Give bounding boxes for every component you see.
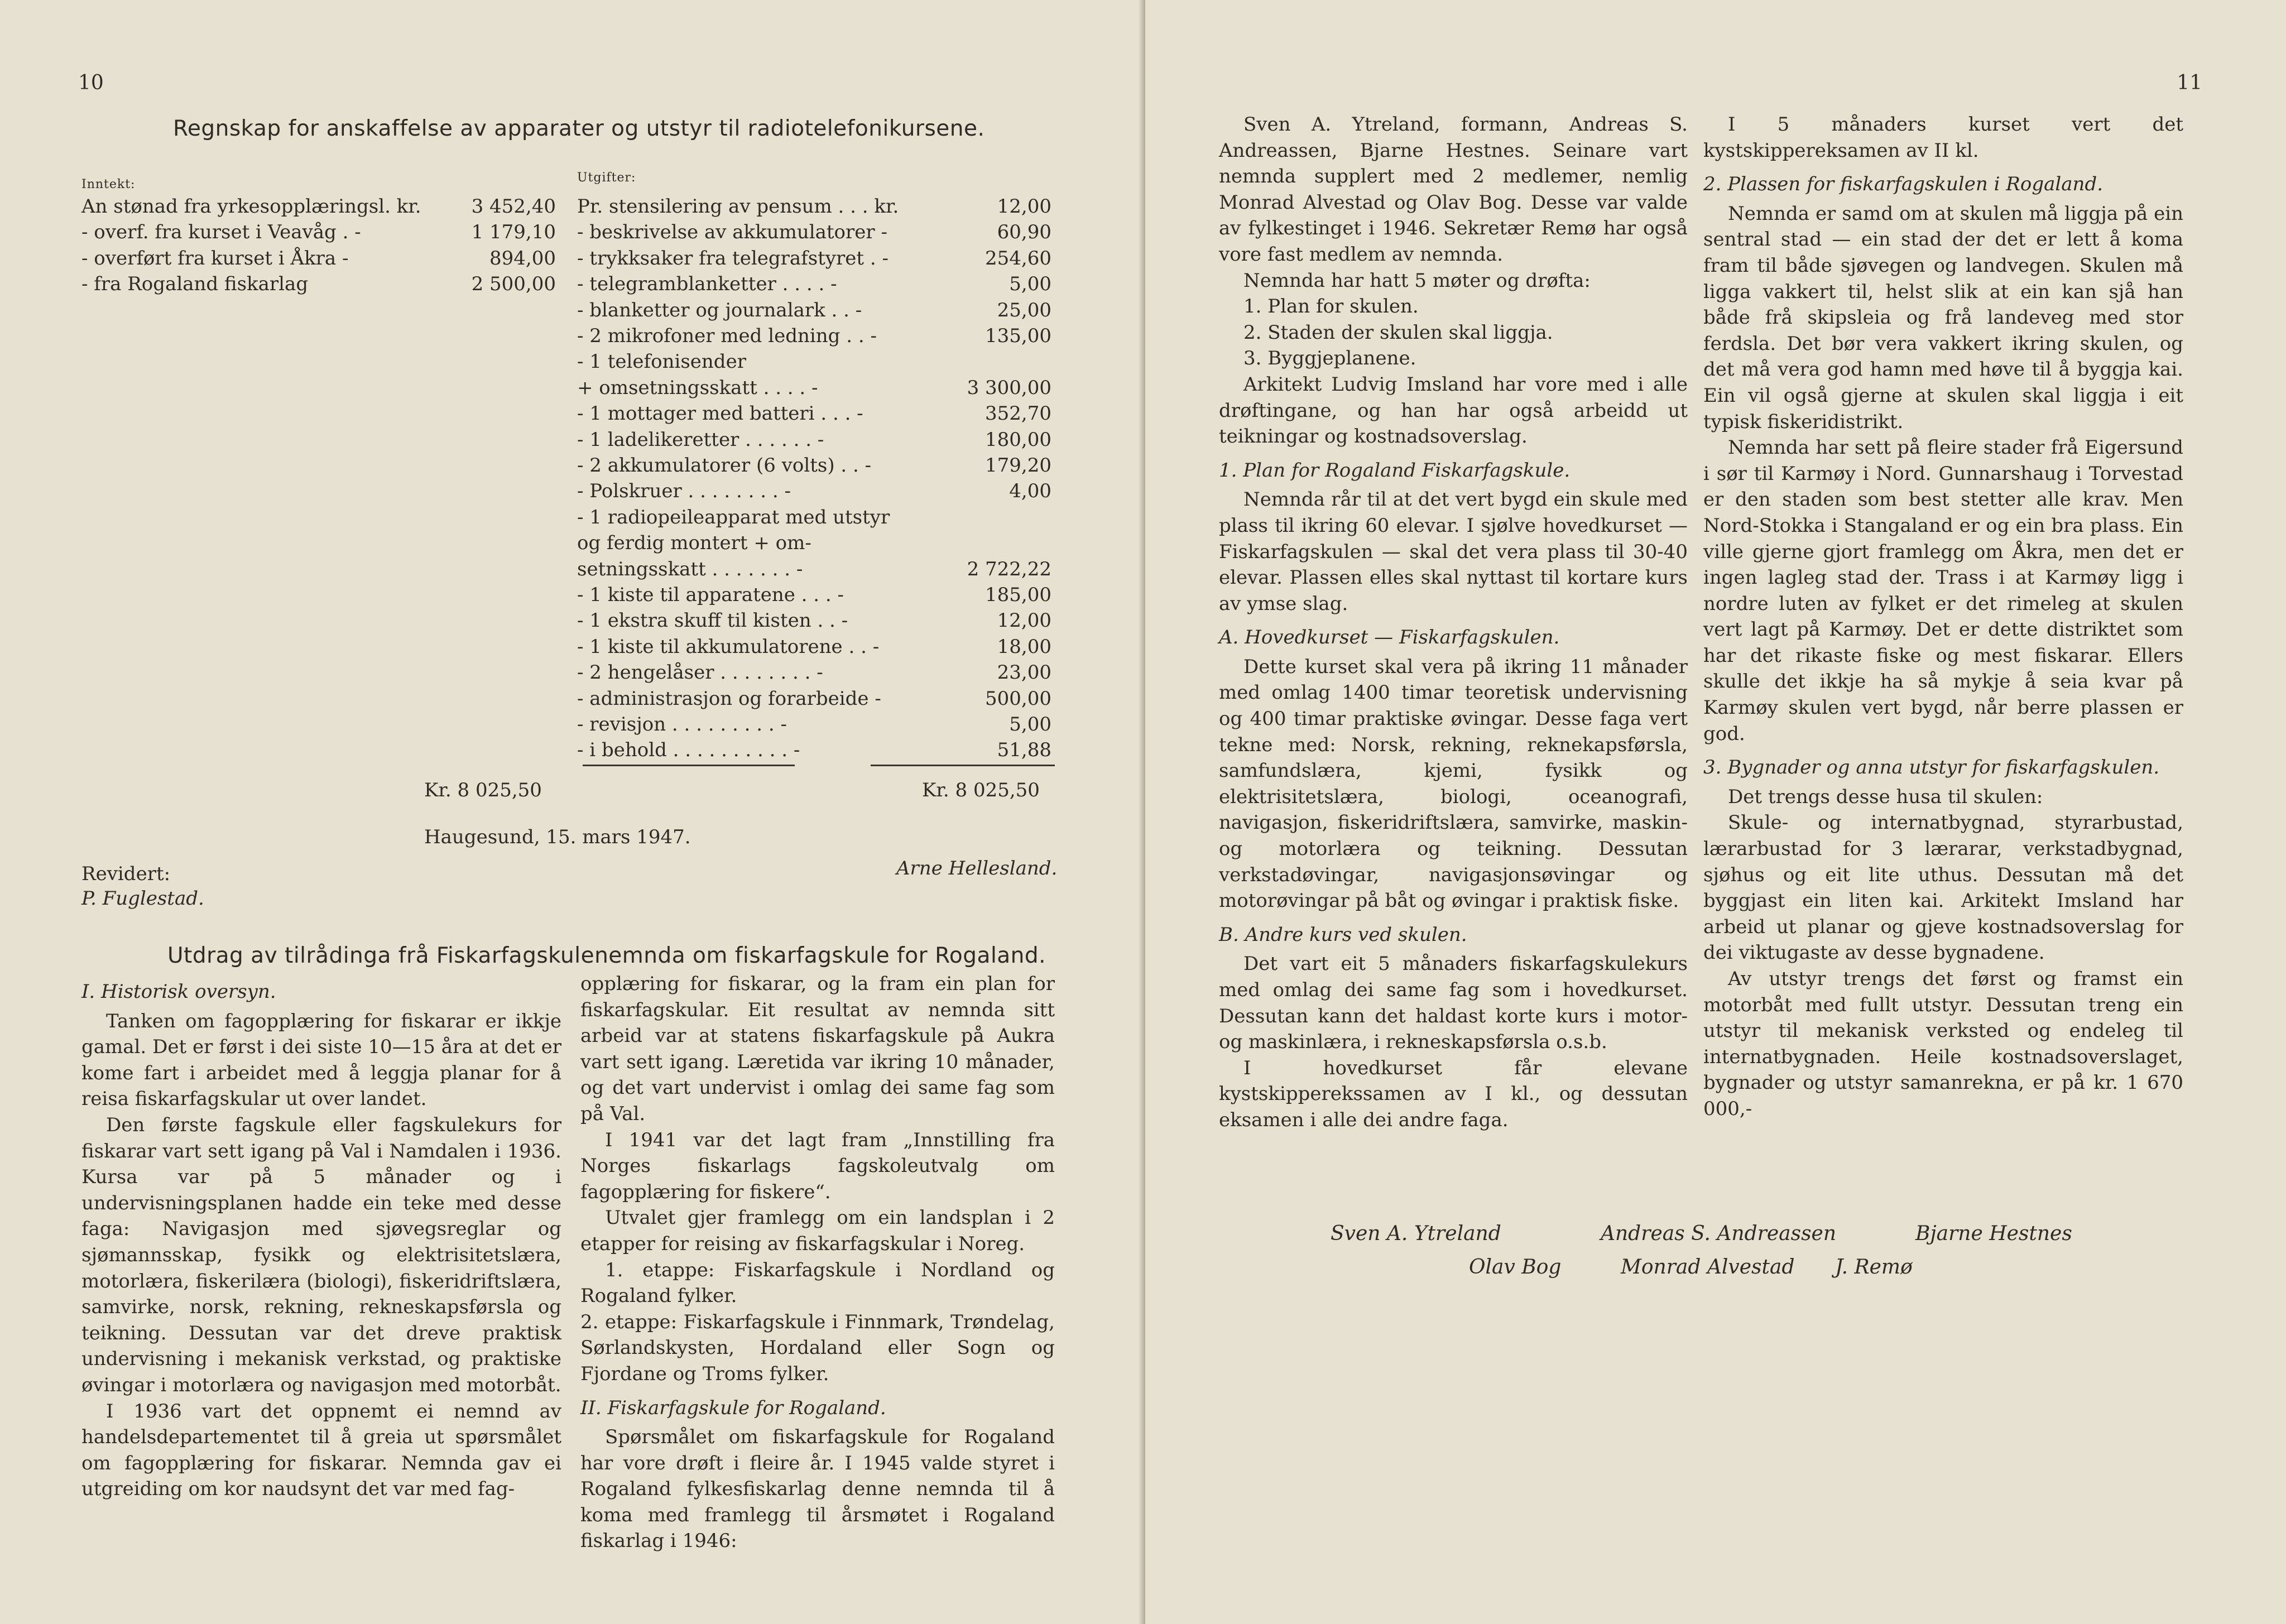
paragraph: Spørsmålet om fiskarfagskule for Rogaland har vore drøft i fleire år. I 1945 valde styret i Rogaland fylkesfiskarlag denne nemnda til å koma med framlegg til årsmøtet i Rogaland fiskarlag i 1946: [580,1426,1055,1553]
section-heading: 1. Plan for Rogaland Fiskarfagskule. [1219,459,1571,482]
expense-row-amount: 12,00 [997,609,1051,632]
income-row-label: - overf. fra kurset i Veavåg . - [81,221,361,244]
expense-row-label: - 1 kiste til apparatene . . . - [577,584,844,606]
paragraph: Det trengs desse husa til skulen: [1728,785,2043,808]
expense-row-amount: 180,00 [985,428,1051,451]
expense-row-label: - telegramblanketter . . . . - [577,273,837,296]
signature-5: Monrad Alvestad [1621,1256,1795,1279]
section-heading: 3. Bygnader og anna utstyr for fiskarfagskulen. [1703,756,2160,779]
expense-row [577,273,1051,299]
section-heading: A. Hovedkurset — Fiskarfagskulen. [1219,626,1560,649]
expense-row-amount: 2 722,22 [967,558,1051,580]
paragraph: Dette kurset skal vera på ikring 11 månader med omlag 1400 timar teoretisk undervisning og 400 timar praktiske øvingar. Desse faga vert tekne med: Norsk, rekning, reknekapsførsla, samfundslæra, kjemi, fysikk og elektrisitetslæra, biologi, oceanografi, navigasjon, fiskeridriftslæra, samvirke, maskin- og motorlæra og teikning. Dessutan verkstadøvingar, navigasjonsøvingar og motorøvingar på båt og øvingar i praktisk fiske. [1219,655,1688,912]
paragraph: Tanken om fagopplæring for fiskarar er ikkje gamal. Det er først i dei siste 10—15 åra at det er kome fart i arbeidet med å leggja planar for å reisa fiskarfagskular ut over landet. [81,1010,561,1111]
expense-row [577,454,1051,480]
section-title: Utdrag av tilrådinga frå Fiskarfagskulenemnda om fiskarfagskule for Rogaland. [167,943,1046,968]
right-page [1145,0,2286,1624]
total-rule-left [583,765,795,766]
section-heading: I. Historisk oversyn. [81,981,276,1003]
expense-row-label: - revisjon . . . . . . . . . - [577,713,787,736]
expense-row [577,713,1051,739]
paragraph: I 1941 var det lagt fram „Innstilling fra Norges fiskarlags fagskoleutvalg om fagopplæring for fiskere“. [580,1128,1055,1203]
expense-row-label: - trykksaker fra telegrafstyret . - [577,247,889,270]
paragraph: Utvalet gjer framlegg om ein landsplan i 2 etapper for reising av fiskarfagskular i Noreg. [580,1207,1055,1255]
expense-row [577,325,1051,350]
expense-row-amount: 254,60 [985,247,1051,270]
text-column-1 [81,971,561,1502]
expense-row-label: - administrasjon og forarbeide - [577,687,881,710]
expense-row [577,195,1051,221]
paragraph: Arkitekt Ludvig Imsland har vore med i alle drøftingane, og han har også arbeidd ut teikningar og kostnadsoverslag. [1219,373,1688,448]
income-heading: Inntekt: [81,177,136,191]
paragraph: Nemnda er samd om at skulen må liggja på ein sentral stad — ein stad der det er lett å koma fram til både sjøvegen og landvegen. Skulen må ligga vakkert til, helst slik at ein kan sjå han både frå skipsleia og frå landeveg med stor ferdsla. Det bør vera vakkert ikring skulen, og det må vera god hamn med høve til å byggja kai. Ein vil også gjerne at skulen skal liggja i eit typisk fiskeridistrikt. [1703,202,2183,433]
place-date: Haugesund, 15. mars 1947. [424,826,691,848]
expense-row-label: setningsskatt . . . . . . . - [577,558,803,580]
expense-row [577,739,1051,765]
expense-row-amount: 4,00 [1009,480,1051,503]
section-heading: II. Fiskarfagskule for Rogaland. [580,1396,886,1419]
page-number-left: 10 [78,71,104,94]
total-left: Kr. 8 025,50 [424,779,542,801]
paragraph: 1. etappe: Fiskarfagskule i Nordland og Rogaland fylker. [580,1258,1055,1308]
income-row-amount: 3 452,40 [471,195,556,218]
income-row-label: - fra Rogaland fiskarlag [81,273,309,296]
expense-row-label: - 1 ekstra skuff til kisten . . - [577,609,848,632]
expense-row [577,480,1051,506]
expense-row [577,402,1051,428]
revised-label: Revidert: [81,863,171,885]
paragraph: Nemnda har sett på fleire stader frå Eigersund i sør til Karmøy i Nord. Gunnarshaug i Torvestad er den staden som best stetter alle krav. Men Nord-Stokka i Stangaland er og ein bra plass. Ein ville gjerne gjort framlegg om Åkra, men det er ingen lagleg stad der. Trass i at Karmøy ligg i nordre luten av fylket er det rimeleg at skulen vert lagt på Karmøy. Det er dette distriktet som har det rikaste fiske og mest fiskarar. Ellers skulle det ikkje ha så mykje å seia kvar på Karmøy skulen vert bygd, når berre plassen er god. [1703,436,2183,745]
expense-row-amount: 500,00 [985,687,1051,710]
signature-1: Sven A. Ytreland [1331,1222,1501,1245]
paragraph: Skule- og internatbygnad, styrarbustad, lærarbustad for 3 lærarar, verkstadbygnad, sjøhus og eit lite uthus. Dessutan må det byggjast ein liten kai. Arkitekt Imsland har arbeid ut planar og gjeve kostnadsoverslag for dei viktugaste av desse bygnadene. [1703,811,2183,964]
expense-row [577,247,1051,273]
expense-row-label: + omsetningsskatt . . . . - [577,376,818,399]
income-row-label: - overført fra kurset i Åkra - [81,247,349,270]
expense-row-amount: 5,00 [1009,713,1051,736]
expense-row-amount: 3 300,00 [967,376,1051,399]
income-row [81,273,556,299]
expense-row-amount: 12,00 [997,195,1051,218]
paragraph: 2. Staden der skulen skal liggja. [1243,321,1553,344]
expense-row [577,221,1051,247]
income-row-amount: 2 500,00 [471,273,556,296]
expense-row-label: - 1 telefonisender [577,350,746,373]
paragraph: 2. etappe: Fiskarfagskule i Finnmark, Trøndelag, Sørlandskysten, Hordaland eller Sogn og Fjordane og Troms fylker. [580,1310,1055,1385]
expense-row-label: - blanketter og journalark . . - [577,299,862,321]
paragraph: Nemnda rår til at det vert bygd ein skule med plass til ikring 60 elevar. I sjølve hovedkurset — Fiskarfagskulen — skal det vera plass til 30-40 elevar. Plassen elles skal nyttast til kortare kurs av ymse slag. [1219,488,1688,615]
expense-row [577,688,1051,713]
income-row [81,221,556,247]
income-row-label: An stønad fra yrkesopplæringsl. kr. [81,195,421,218]
expense-row-label: - 2 akkumulatorer (6 volts) . . - [577,454,872,477]
expense-row-label: - Polskruer . . . . . . . . - [577,480,791,503]
text-column-3 [1219,112,1688,1133]
paragraph: opplæring for fiskarar, og la fram ein plan for fiskarfagskular. Eit resultat av nemnda sitt arbeid var at statens fiskarfagskule på Aukra vart sett igang. Læretida var ikring 10 månader, og det vart undervist i omlag dei same fag som på Val. [580,973,1055,1125]
paragraph: I 5 månaders kurset vert det kystskippereksamen av II kl. [1703,113,2183,162]
income-row [81,195,556,221]
expense-row-label: - i behold . . . . . . . . . . - [577,739,800,762]
expense-row [577,299,1051,325]
paragraph: 3. Byggjeplanene. [1243,347,1416,370]
section-heading: 2. Plassen for fiskarfagskulen i Rogaland. [1703,173,2103,196]
expense-row-label: - 1 ladelikeretter . . . . . . - [577,428,824,451]
expense-row-amount: 18,00 [997,635,1051,658]
signature-4: Olav Bog [1469,1256,1562,1279]
expense-row-amount: 51,88 [997,739,1051,762]
accounts-title: Regnskap for anskaffelse av apparater og utstyr til radiotelefonikursene. [173,116,985,141]
signature-3: Bjarne Hestnes [1915,1222,2072,1245]
expense-row [577,584,1051,609]
expense-row [577,558,1051,584]
expense-row-amount: 60,90 [997,221,1051,244]
signature-2: Andreas S. Andreassen [1601,1222,1837,1245]
section-heading: B. Andre kurs ved skulen. [1219,923,1467,946]
expense-row-label: Pr. stensilering av pensum . . . kr. [577,195,899,218]
expense-row [577,636,1051,661]
expense-row-label: - 1 kiste til akkumulatorene . . - [577,635,880,658]
expense-row-amount: 179,20 [985,454,1051,477]
expense-row-amount: 5,00 [1009,273,1051,296]
expense-row [577,429,1051,454]
paragraph: Av utstyr trengs det først og framst ein motorbåt med fullt utstyr. Dessutan treng ein utstyr til mekanisk verksted og endeleg til internatbygnaden. Heile kostnadsoverslaget, bygnader og utstyr samanrekna, er på kr. 1 670 000,- [1703,968,2183,1120]
paragraph: Den første fagskule eller fagskulekurs for fiskarar vart sett igang på Val i Namdalen i 1936. Kursa var på 5 månader og i undervisningsplanen hadde ein teke med desse faga: Navigasjon med sjøvegsreglar og sjømannsskap, fysikk og elektrisitetslæra, motorlæra, fiskerilæra (biologi), fiskeridriftslæra, samvirke, norsk, rekning, rekneskapsførsla og teikning. Dessutan var det dreve praktisk undervisning i mekanisk verkstad, og praktiske øvingar i motorlæra og navigasjon med motorbåt. [81,1113,561,1396]
signer-name: Arne Hellesland. [896,857,1058,880]
expense-row-amount: 185,00 [985,584,1051,606]
paragraph: 1. Plan for skulen. [1243,295,1419,318]
expense-row-label: og ferdig montert + om- [577,532,811,555]
expense-heading: Utgifter: [577,171,636,185]
expense-row-amount: 135,00 [985,325,1051,347]
paragraph: Nemnda har hatt 5 møter og drøfta: [1243,269,1591,292]
text-column-2 [580,971,1055,1554]
paragraph: I hovedkurset får elevane kystskipperekssamen av I kl., og dessutan eksamen i alle dei andre faga. [1219,1056,1688,1131]
income-row [81,247,556,273]
total-right: Kr. 8 025,50 [922,779,1040,801]
paragraph: Det vart eit 5 månaders fiskarfagskulekurs med omlag dei same fag som i hovedkurset. Dessutan kann det haldast korte kurs i motor- og maskinlæra, i rekneskapsførsla o.s.b. [1219,953,1688,1054]
total-rule-right [871,765,1055,766]
expense-row [577,661,1051,687]
page-number-right: 11 [2177,71,2202,94]
paragraph: Sven A. Ytreland, formann, Andreas S. Andreassen, Bjarne Hestnes. Seinare vart nemnda supplert med 2 medlemer, nemlig Monrad Alvestad og Olav Bog. Desse var valde av fylkestinget i 1946. Sekretær Remø har også vore fast medlem av nemnda. [1219,113,1688,266]
expense-row [577,377,1051,402]
income-row-amount: 1 179,10 [471,221,556,244]
expense-row-label: - 1 radiopeileapparat med utstyr [577,506,890,528]
expense-row-label: - beskrivelse av akkumulatorer - [577,221,887,244]
paragraph: I 1936 vart det oppnemt ei nemnd av handelsdepartementet til å greia ut spørsmålet om fagopplæring for fiskarar. Nemnda gav ei utgreiding om kor naudsynt det var med fag- [81,1400,561,1501]
expense-row [577,506,1051,532]
expense-row [577,609,1051,635]
reviser-name: P. Fuglestad. [81,887,204,910]
expense-row [577,532,1051,558]
expense-row-label: - 2 mikrofoner med ledning . . - [577,325,877,347]
income-row-amount: 894,00 [489,247,556,270]
expense-row-amount: 25,00 [997,299,1051,321]
expense-row-amount: 23,00 [997,661,1051,684]
expense-row-label: - 1 mottager med batteri . . . - [577,402,863,425]
signature-6: J. Remø [1835,1256,1913,1279]
expense-row-amount: 352,70 [985,402,1051,425]
expense-row-label: - 2 hengelåser . . . . . . . . - [577,661,823,684]
expense-row [577,350,1051,376]
text-column-4 [1703,112,2183,1122]
